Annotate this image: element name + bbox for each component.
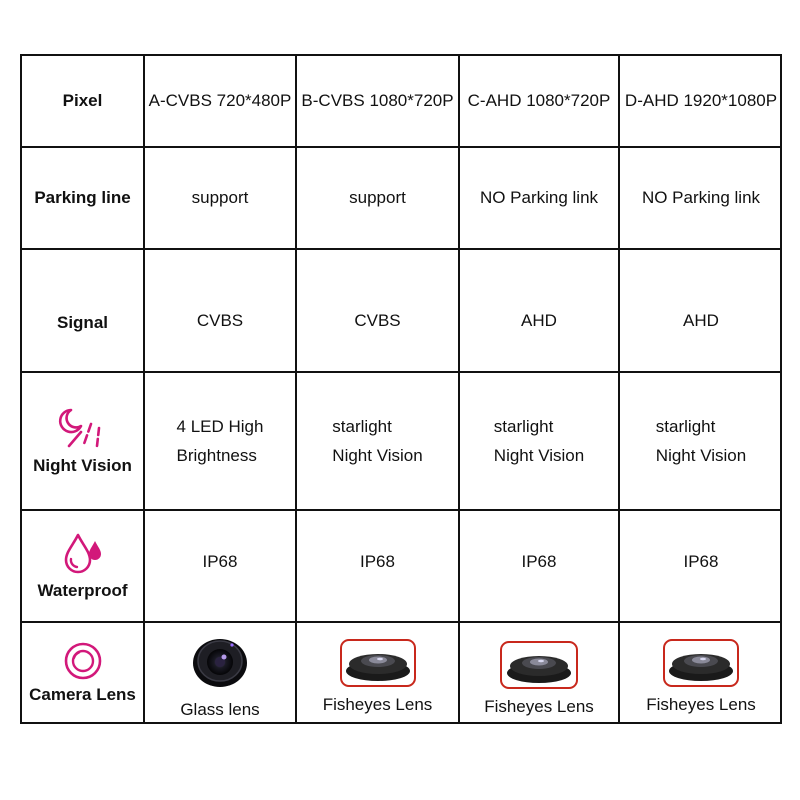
night-value-a-line1: 4 LED High [176, 417, 264, 436]
water-drops-icon [60, 531, 106, 577]
night-value-c [460, 373, 618, 509]
row-label-waterproof: Waterproof [37, 581, 128, 600]
row-label-pixel: Pixel [62, 91, 103, 110]
night-value-a-line2: Brightness [176, 446, 257, 465]
parking-value-b: support [349, 188, 406, 207]
parking-value-a: support [191, 188, 249, 207]
water-value-b: IP68 [360, 552, 395, 571]
parking-value-d: NO Parking link [641, 188, 761, 207]
moon-light-icon [57, 406, 109, 450]
comparison-table [20, 54, 782, 724]
lens-value-d: Fisheyes Lens [646, 695, 756, 714]
fisheye-lens-image-icon [500, 641, 578, 689]
glass-lens-image-icon [191, 633, 249, 694]
lens-cell-b [297, 623, 458, 722]
lens-value-b: Fisheyes Lens [322, 695, 433, 714]
night-value-b-line1: starlight [332, 417, 392, 436]
signal-value-c: AHD [521, 310, 557, 330]
lens-cell-c [460, 623, 618, 722]
night-value-d-line2: Night Vision [655, 446, 747, 465]
row-label-signal: Signal [56, 312, 108, 332]
row-label-night-vision: Night Vision [33, 456, 132, 475]
night-value-b-line2: Night Vision [332, 446, 423, 465]
water-value-c: IP68 [521, 552, 557, 571]
parking-value-c: NO Parking link [479, 188, 599, 207]
row-label-waterproof-cell [22, 511, 143, 621]
night-value-b [297, 373, 458, 509]
signal-value-d: AHD [683, 310, 719, 330]
column-header-a: A-CVBS 720*480P [148, 91, 292, 110]
signal-value-b: CVBS [354, 310, 401, 330]
water-value-a: IP68 [202, 552, 238, 571]
night-value-c-line1: starlight [493, 417, 554, 436]
lens-cell-d [620, 623, 782, 722]
column-header-b: B-CVBS 1080*720P [301, 91, 454, 110]
row-label-camera-lens-cell [22, 623, 143, 722]
row-label-night-vision-cell [22, 373, 143, 509]
lens-value-c: Fisheyes Lens [484, 697, 594, 716]
lens-value-a: Glass lens [180, 700, 260, 719]
night-value-d-line1: starlight [655, 417, 716, 436]
row-label-parking: Parking line [34, 188, 131, 207]
fisheye-lens-image-icon [663, 639, 739, 687]
night-value-a [145, 373, 295, 509]
night-value-c-line2: Night Vision [493, 446, 585, 465]
night-value-d [620, 373, 782, 509]
camera-lens-icon [61, 641, 105, 681]
lens-cell-a [145, 623, 295, 722]
column-header-d: D-AHD 1920*1080P [624, 91, 778, 110]
signal-value-a: CVBS [196, 310, 244, 330]
fisheye-lens-image-icon [340, 639, 416, 687]
column-header-c: C-AHD 1080*720P [467, 91, 611, 110]
row-label-camera-lens: Camera Lens [29, 684, 136, 704]
water-value-d: IP68 [683, 552, 719, 571]
